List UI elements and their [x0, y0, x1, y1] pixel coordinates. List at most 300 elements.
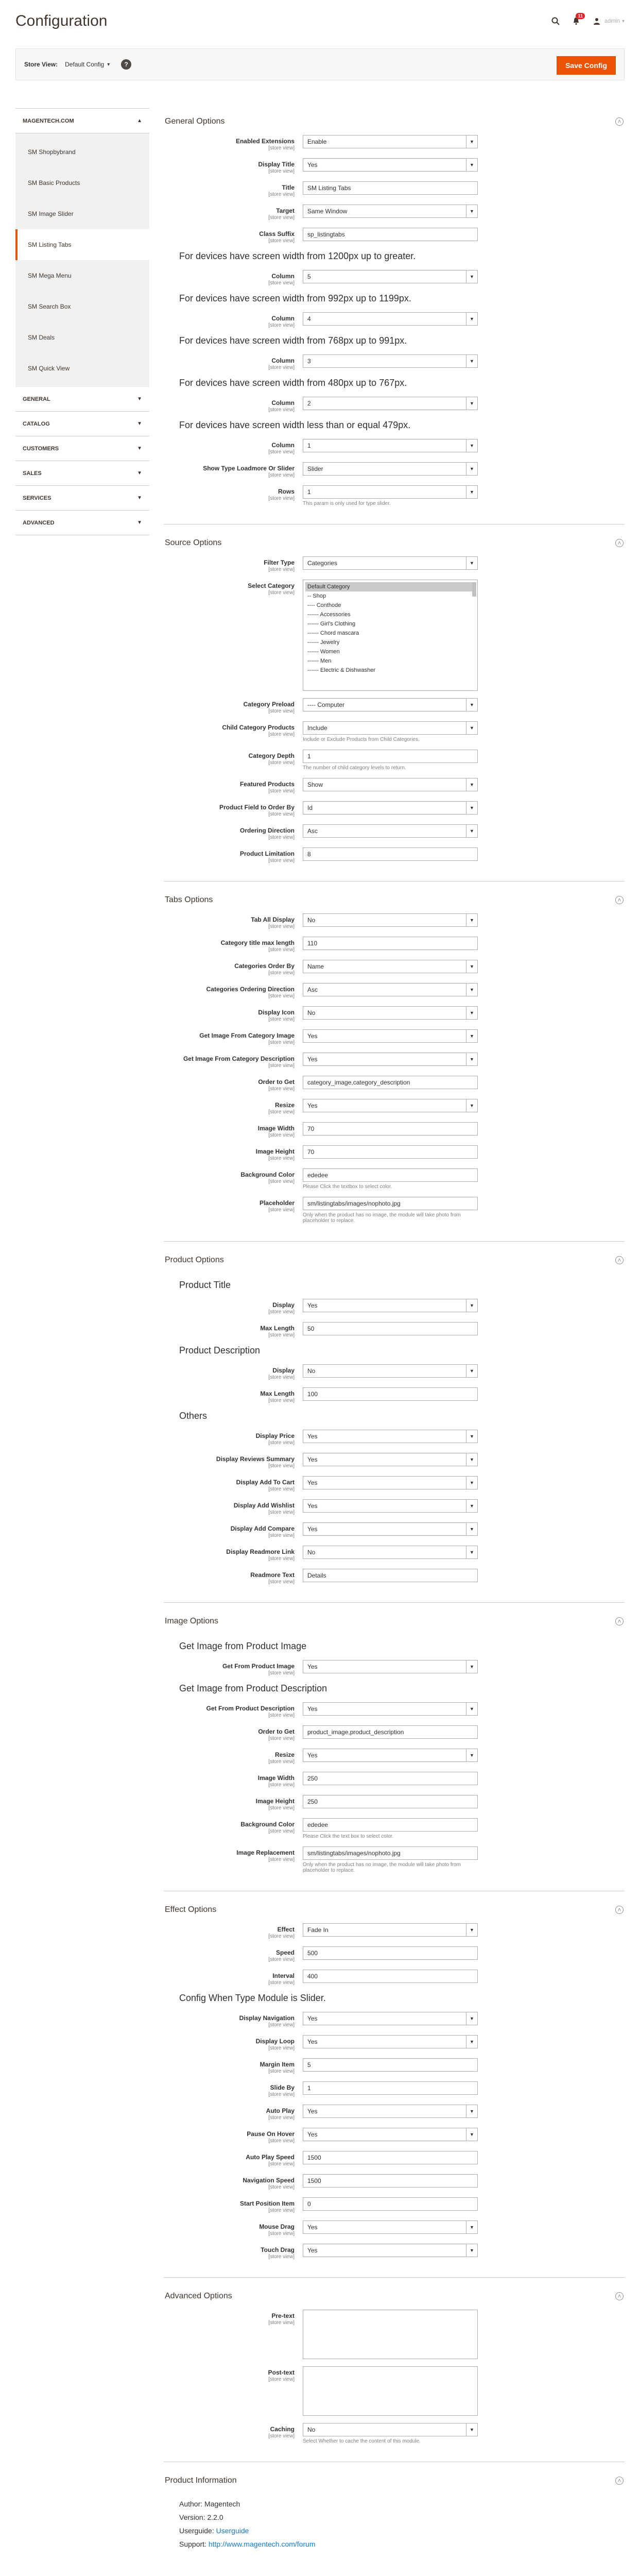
select-value: Yes — [307, 1752, 318, 1759]
heading-1200: For devices have screen width from 1200px up to greater. — [179, 251, 416, 261]
effect-select[interactable] — [303, 1923, 478, 1937]
scope-label: [store view] — [268, 2022, 295, 2028]
chevron-down-icon: ▼ — [466, 1453, 477, 1466]
image-order-input[interactable]: product_image,product_description — [303, 1725, 478, 1739]
scope-label: [store view] — [268, 1332, 295, 1338]
notifications-bell-icon[interactable] — [572, 13, 583, 26]
show-type-select[interactable] — [303, 462, 478, 476]
user-menu[interactable] — [592, 16, 625, 26]
field-readmore-text — [164, 1569, 625, 1585]
select-value: Yes — [307, 1526, 318, 1533]
column-480-select[interactable] — [303, 397, 478, 410]
select-value: 2 — [307, 400, 311, 407]
auto-play-select[interactable] — [303, 2105, 478, 2118]
from-product-image-select[interactable] — [303, 1660, 478, 1673]
field-image-from-description — [164, 1053, 625, 1069]
scope-label: [store view] — [268, 1156, 295, 1161]
select-value: Show — [307, 781, 323, 788]
section-header[interactable] — [164, 1247, 625, 1274]
chevron-down-icon: ▼ — [466, 2244, 477, 2257]
chevron-down-icon: ▼ — [466, 984, 477, 996]
section-title: Product Options — [165, 1256, 224, 1264]
field-add-to-cart — [164, 1476, 625, 1492]
category-option[interactable]: ------ Jewelry — [307, 639, 340, 646]
rows-select[interactable] — [303, 485, 478, 499]
chevron-down-icon: ▼ — [466, 914, 477, 926]
field-label: Display Readmore Link — [226, 1548, 295, 1555]
category-option[interactable]: ------ Chord mascara — [307, 630, 359, 636]
add-to-cart-select[interactable] — [303, 1476, 478, 1489]
image-from-category-select[interactable] — [303, 1029, 478, 1043]
display-icon-select[interactable] — [303, 1006, 478, 1020]
product-info-lines — [179, 2497, 625, 2551]
field-note: Please Click the text box to select color. — [303, 1834, 394, 1839]
field-label: Display Title — [258, 161, 295, 168]
field-label: Display Add To Cart — [236, 1479, 295, 1486]
scope-label: [store view] — [268, 1805, 295, 1811]
section-header[interactable] — [164, 887, 625, 913]
section-effect-options — [164, 1896, 625, 2278]
field-label: Display — [272, 1367, 295, 1374]
field-label: Auto Play — [266, 2107, 295, 2114]
field-display-reviews — [164, 1453, 625, 1469]
image-replacement-input[interactable]: sm/listingtabs/images/nophoto.jpg — [303, 1846, 478, 1860]
category-option[interactable]: ------ Accessories — [307, 612, 351, 618]
field-label: Image Width — [257, 1774, 295, 1782]
heading-from-product-description: Get Image from Product Description — [179, 1683, 327, 1693]
desc-display-select[interactable] — [303, 1364, 478, 1378]
field-label: Categories Order By — [234, 962, 295, 970]
scope-label: [store view] — [268, 1398, 295, 1403]
chevron-down-icon: ▼ — [466, 699, 477, 711]
product-image-width-input[interactable]: 250 — [303, 1772, 478, 1785]
field-label: Pre-text — [271, 2312, 295, 2319]
userguide-prefix: Userguide: — [179, 2527, 216, 2535]
scope-label: [store view] — [268, 1132, 295, 1138]
sidebar-item-basic-products[interactable] — [15, 167, 149, 198]
title-max-length-input[interactable]: 110 — [303, 937, 478, 950]
field-label: Placeholder — [259, 1199, 295, 1207]
select-value: Yes — [307, 2015, 318, 2022]
support-link[interactable]: http://www.magentech.com/forum — [208, 2540, 316, 2548]
category-option[interactable]: Default Category — [305, 582, 475, 591]
heading-768: For devices have screen width from 768px up to 991px. — [179, 335, 407, 346]
display-navigation-select[interactable] — [303, 2012, 478, 2025]
field-label: Target — [276, 207, 295, 214]
field-label: Column — [271, 399, 295, 406]
tab-group-sales[interactable] — [15, 461, 149, 486]
column-479-select[interactable] — [303, 439, 478, 452]
category-option[interactable]: ------ Women — [307, 649, 340, 655]
field-image-replacement — [164, 1846, 625, 1873]
field-note: Only when the product has no image, the module will take photo from placeholder to replace. — [303, 1212, 461, 1224]
chevron-down-icon: ▼ — [466, 1007, 477, 1019]
chevron-down-icon: ▼ — [466, 1099, 477, 1112]
collapse-icon[interactable]: ˄ — [615, 1617, 624, 1625]
chevron-down-icon: ▼ — [466, 159, 477, 171]
userguide-line — [179, 2524, 625, 2537]
field-category-depth — [164, 750, 625, 771]
category-option[interactable]: ------ Electric & Dishwasher — [307, 667, 376, 673]
field-show-type — [164, 462, 625, 478]
field-label: Readmore Text — [250, 1571, 295, 1579]
scope-label: [store view] — [268, 708, 295, 714]
title-input[interactable]: SM Listing Tabs — [303, 181, 478, 195]
field-label: Display — [272, 1301, 295, 1309]
chevron-down-icon: ▼ — [466, 1703, 477, 1715]
field-image-from-category — [164, 1029, 625, 1045]
scope-label: [store view] — [268, 1207, 295, 1213]
field-resize — [164, 1099, 625, 1115]
scope-label: [store view] — [268, 1980, 295, 1986]
sidebar-item-quick-view[interactable] — [15, 353, 149, 384]
collapse-icon[interactable]: ˄ — [615, 1906, 624, 1914]
field-image-resize — [164, 1749, 625, 1765]
field-tab-all — [164, 913, 625, 929]
scope-label: [store view] — [268, 407, 295, 413]
scope-label: [store view] — [268, 2433, 295, 2439]
display-reviews-select[interactable] — [303, 1453, 478, 1466]
collapse-icon[interactable]: ˄ — [615, 539, 624, 547]
chevron-down-icon: ▼ — [466, 1660, 477, 1673]
save-config-button[interactable]: Save Config — [557, 56, 616, 75]
field-label: Ordering Direction — [239, 827, 295, 834]
select-value: Yes — [307, 2108, 318, 2115]
scope-label: [store view] — [268, 168, 295, 174]
class-suffix-input[interactable]: sp_listingtabs — [303, 228, 478, 241]
field-desc-max — [164, 1387, 625, 1403]
sidebar-item-mega-menu[interactable] — [15, 260, 149, 291]
field-label: Display Loop — [255, 2038, 295, 2045]
chevron-down-icon: ▾ — [621, 18, 625, 24]
field-product-image-width — [164, 1772, 625, 1788]
tab-group-header-magentech[interactable] — [15, 109, 149, 133]
from-product-description-select[interactable] — [303, 1702, 478, 1716]
child-products-select[interactable] — [303, 721, 478, 735]
field-label: Caching — [270, 2426, 295, 2433]
chevron-down-icon: ▼ — [466, 1749, 477, 1761]
field-label: Display Add Compare — [230, 1525, 295, 1532]
field-select-category — [164, 580, 625, 691]
filter-type-select[interactable] — [303, 556, 478, 570]
start-position-input[interactable]: 0 — [303, 2197, 478, 2211]
chevron-down-icon: ▼ — [466, 2424, 477, 2436]
margin-item-input[interactable]: 5 — [303, 2058, 478, 2072]
categories-direction-select[interactable] — [303, 983, 478, 996]
category-depth-input[interactable]: 1 — [303, 750, 478, 763]
sidebar-item-label: SM Quick View — [28, 365, 70, 372]
field-label: Featured Products — [239, 781, 295, 788]
pre-text-textarea[interactable] — [303, 2310, 478, 2359]
field-label: Select Category — [248, 582, 295, 589]
scope-label: [store view] — [268, 2231, 295, 2236]
column-992-select[interactable] — [303, 312, 478, 326]
content-layout — [15, 108, 625, 2571]
image-background-input[interactable]: ededee — [303, 1818, 478, 1832]
field-ordering-direction — [164, 824, 625, 840]
post-text-textarea[interactable] — [303, 2366, 478, 2416]
field-label: Rows — [278, 488, 295, 495]
auto-play-speed-input[interactable]: 1500 — [303, 2151, 478, 2164]
select-value: Yes — [307, 1032, 318, 1040]
field-label: Column — [271, 315, 295, 322]
section-title: Product Information — [165, 2476, 237, 2485]
column-1200-select[interactable] — [303, 270, 478, 283]
field-readmore-link — [164, 1546, 625, 1562]
tab-group-general[interactable] — [15, 387, 149, 412]
section-product-options — [164, 1247, 625, 1603]
scope-label: [store view] — [268, 2161, 295, 2167]
field-column-768 — [164, 354, 625, 370]
section-header[interactable] — [164, 108, 625, 135]
slide-by-input[interactable]: 1 — [303, 2081, 478, 2095]
sidebar-item-image-slider[interactable] — [15, 198, 149, 229]
chevron-down-icon: ▼ — [466, 802, 477, 814]
title-max-input[interactable]: 50 — [303, 1322, 478, 1335]
product-image-height-input[interactable]: 250 — [303, 1795, 478, 1808]
field-label: Max Length — [260, 1390, 295, 1397]
scope-label: [store view] — [268, 760, 295, 766]
ordering-direction-select[interactable] — [303, 824, 478, 838]
category-preload-select[interactable] — [303, 698, 478, 711]
field-note: Please Click the textbox to select color. — [303, 1184, 392, 1190]
store-view-switcher[interactable] — [65, 61, 110, 68]
field-speed — [164, 1946, 625, 1962]
field-label: Max Length — [260, 1325, 295, 1332]
sidebar-item-deals[interactable] — [15, 322, 149, 353]
field-background-color — [164, 1168, 625, 1190]
chevron-down-icon: ▼ — [466, 313, 477, 325]
select-value: No — [307, 1367, 316, 1375]
image-width-input[interactable]: 70 — [303, 1122, 478, 1136]
column-768-select[interactable] — [303, 354, 478, 368]
heading-product-title: Product Title — [179, 1280, 231, 1290]
chevron-down-icon: ▼ — [466, 205, 477, 217]
heading-slider-config: Config When Type Module is Slider. — [179, 1993, 326, 2003]
section-header[interactable] — [164, 1608, 625, 1635]
title-display-select[interactable] — [303, 1299, 478, 1312]
category-option[interactable]: -- Shop — [307, 593, 326, 599]
field-title-max — [164, 1322, 625, 1338]
scope-label: [store view] — [268, 1510, 295, 1515]
scrollbar[interactable] — [472, 582, 476, 597]
collapse-icon[interactable]: ˄ — [615, 2292, 624, 2300]
section-header[interactable] — [164, 2283, 625, 2310]
field-featured-products — [164, 778, 625, 794]
scope-label: [store view] — [268, 835, 295, 840]
touch-drag-select[interactable] — [303, 2244, 478, 2257]
heading-479: For devices have screen width less than or equal 479px. — [179, 420, 411, 430]
scope-label: [store view] — [268, 1063, 295, 1069]
collapse-icon[interactable]: ˄ — [615, 896, 624, 904]
interval-input[interactable]: 400 — [303, 1970, 478, 1983]
select-value: No — [307, 1549, 316, 1556]
background-color-input[interactable]: ededee — [303, 1168, 478, 1182]
field-categories-direction — [164, 983, 625, 999]
chevron-down-icon: ▼ — [466, 1523, 477, 1535]
image-height-input[interactable]: 70 — [303, 1145, 478, 1159]
field-note: Select Whether to cache the content of this module. — [303, 2438, 421, 2444]
user-name: admin — [604, 18, 620, 24]
sidebar-item-listing-tabs[interactable] — [15, 229, 149, 260]
resize-select[interactable] — [303, 1099, 478, 1112]
featured-products-select[interactable] — [303, 778, 478, 791]
select-value: Yes — [307, 1302, 318, 1309]
field-image-width — [164, 1122, 625, 1138]
sidebar-item-label: SM Basic Products — [28, 179, 80, 187]
heading-product-description: Product Description — [179, 1345, 261, 1355]
readmore-text-input[interactable]: Details — [303, 1569, 478, 1582]
sidebar-item-label: SM Shopbybrand — [28, 148, 76, 156]
help-icon[interactable]: ? — [121, 59, 131, 70]
field-post-text — [164, 2366, 625, 2416]
sidebar-item-search-box[interactable] — [15, 291, 149, 322]
field-mouse-drag — [164, 2221, 625, 2236]
field-label: Column — [271, 357, 295, 364]
scope-label: [store view] — [268, 1579, 295, 1585]
scope-label: [store view] — [268, 1463, 295, 1469]
placeholder-input[interactable]: sm/listingtabs/images/nophoto.jpg — [303, 1197, 478, 1210]
field-auto-play — [164, 2105, 625, 2121]
search-icon[interactable] — [551, 16, 560, 26]
category-option[interactable]: ------ Men — [307, 658, 332, 664]
field-label: Category Preload — [243, 701, 295, 708]
chevron-down-icon: ▼ — [466, 397, 477, 410]
display-price-select[interactable] — [303, 1430, 478, 1443]
category-multiselect[interactable] — [303, 580, 478, 691]
collapse-icon[interactable]: ˄ — [615, 117, 624, 126]
field-label: Get Image From Category Description — [183, 1055, 295, 1062]
chevron-down-icon: ▼ — [466, 355, 477, 367]
field-display-navigation — [164, 2012, 625, 2028]
caching-select[interactable] — [303, 2423, 478, 2436]
chevron-down-icon: ▼ — [137, 396, 142, 402]
version-line: Version: 2.2.0 — [179, 2513, 223, 2521]
select-value: Fade In — [307, 1926, 328, 1934]
select-value: Yes — [307, 1663, 318, 1670]
field-filter-type — [164, 556, 625, 572]
chevron-down-icon: ▼ — [466, 557, 477, 569]
section-header[interactable] — [164, 530, 625, 556]
section-advanced-options — [164, 2283, 625, 2462]
tab-group-customers[interactable] — [15, 436, 149, 461]
desc-max-input[interactable]: 100 — [303, 1387, 478, 1401]
field-label: Category Depth — [248, 752, 295, 759]
scope-label: [store view] — [268, 1533, 295, 1538]
mouse-drag-select[interactable] — [303, 2221, 478, 2234]
field-label: Resize — [274, 1101, 295, 1109]
select-value: Yes — [307, 1479, 318, 1486]
chevron-down-icon: ▼ — [466, 1546, 477, 1558]
display-title-select[interactable] — [303, 158, 478, 172]
field-enabled-extensions — [164, 135, 625, 151]
order-field-select[interactable] — [303, 801, 478, 815]
tab-group-title: ADVANCED — [23, 519, 55, 526]
field-label: Start Position Item — [239, 2200, 295, 2207]
tab-group-title: SERVICES — [23, 495, 51, 501]
select-value: 3 — [307, 358, 311, 365]
target-select[interactable] — [303, 205, 478, 218]
field-note: The number of child category levels to return. — [303, 765, 406, 771]
scope-label: [store view] — [268, 811, 295, 817]
field-label: Order to Get — [258, 1078, 295, 1086]
field-add-wishlist — [164, 1499, 625, 1515]
tab-group-services[interactable] — [15, 486, 149, 511]
category-option[interactable]: ------ Girl's Clothing — [307, 621, 356, 627]
field-label: Order to Get — [258, 1728, 295, 1735]
scope-label: [store view] — [268, 1086, 295, 1092]
add-wishlist-select[interactable] — [303, 1499, 478, 1513]
select-value: No — [307, 1009, 316, 1016]
field-label: Get Image From Category Image — [199, 1032, 295, 1039]
chevron-down-icon: ▼ — [466, 2105, 477, 2117]
field-from-product-description — [164, 1702, 625, 1718]
scope-label: [store view] — [268, 1309, 295, 1315]
userguide-link[interactable]: Userguide — [216, 2527, 249, 2535]
display-loop-select[interactable] — [303, 2035, 478, 2048]
store-view-label: Store View: — [24, 61, 58, 68]
order-to-get-input[interactable]: category_image,category_description — [303, 1076, 478, 1089]
product-limitation-input[interactable]: 8 — [303, 848, 478, 861]
sidebar-item-shopbybrand[interactable] — [15, 137, 149, 167]
section-general-options — [164, 108, 625, 524]
section-tabs-options — [164, 887, 625, 1242]
collapse-icon[interactable]: ˄ — [615, 2477, 624, 2485]
field-label: Product Field to Order By — [219, 804, 295, 811]
heading-480: For devices have screen width from 480px up to 767px. — [179, 378, 407, 388]
select-value: No — [307, 917, 316, 924]
navigation-speed-input[interactable]: 1500 — [303, 2174, 478, 2188]
select-value: Id — [307, 804, 313, 811]
scope-label: [store view] — [268, 238, 295, 244]
pause-on-hover-select[interactable] — [303, 2128, 478, 2141]
chevron-down-icon: ▼ — [466, 2221, 477, 2233]
select-value: 1 — [307, 488, 311, 496]
category-option[interactable]: ---- Conthode — [307, 602, 341, 608]
image-resize-select[interactable] — [303, 1749, 478, 1762]
scope-label: [store view] — [268, 1040, 295, 1045]
add-compare-select[interactable] — [303, 1522, 478, 1536]
section-header[interactable] — [164, 1896, 625, 1923]
field-title-max-length — [164, 937, 625, 953]
chevron-down-icon: ▼ — [466, 463, 477, 475]
heading-992: For devices have screen width from 992px up to 1199px. — [179, 293, 411, 303]
section-product-information — [164, 2467, 625, 2566]
categories-order-select[interactable] — [303, 960, 478, 973]
select-value: 4 — [307, 315, 311, 323]
readmore-link-select[interactable] — [303, 1546, 478, 1559]
tab-group-catalog[interactable] — [15, 412, 149, 436]
tab-all-select[interactable] — [303, 913, 478, 927]
scope-label: [store view] — [268, 788, 295, 794]
section-image-options — [164, 1608, 625, 1891]
collapse-icon[interactable]: ˄ — [615, 1256, 624, 1264]
field-label: Pause On Hover — [247, 2130, 295, 2138]
chevron-down-icon: ▼ — [466, 270, 477, 283]
section-header[interactable] — [164, 2467, 625, 2494]
enabled-extensions-select[interactable] — [303, 135, 478, 148]
image-from-description-select[interactable] — [303, 1053, 478, 1066]
field-label: Display Reviews Summary — [216, 1455, 295, 1463]
tab-group-advanced[interactable] — [15, 511, 149, 535]
scope-label: [store view] — [268, 1934, 295, 1939]
field-label: Display Price — [255, 1432, 295, 1439]
section-source-options — [164, 530, 625, 882]
speed-input[interactable]: 500 — [303, 1946, 478, 1960]
store-view-value: Default Config — [65, 61, 105, 68]
section-title: Effect Options — [165, 1905, 217, 1914]
chevron-down-icon: ▼ — [466, 1053, 477, 1065]
